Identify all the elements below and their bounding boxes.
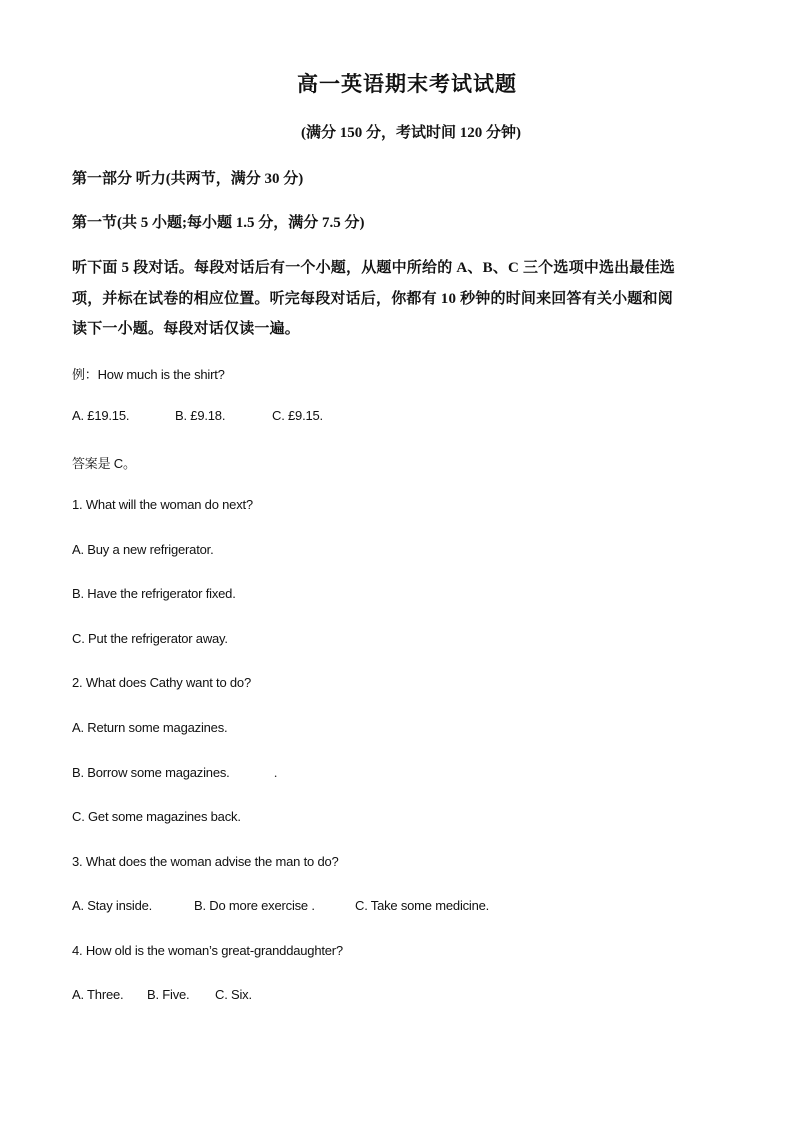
question-2-option-a: A. Return some magazines. (72, 720, 228, 735)
exam-subtitle: (满分 150 分，考试时间 120 分钟) (301, 125, 521, 141)
page-title: 高一英语期末考试试题 (297, 72, 517, 96)
question-2-option-b: B. Borrow some magazines. (72, 765, 230, 780)
question-2: 2. What does Cathy want to do? (72, 675, 251, 690)
question-1-option-b: B. Have the refrigerator fixed. (72, 586, 236, 601)
question-1-option-c: C. Put the refrigerator away. (72, 631, 228, 646)
instruction-line: 听下面 5 段对话。每段对话后有一个小题，从题中所给的 A、B、C 三个选项中选出最佳选 (72, 260, 675, 276)
question-4-option-b: B. Five. (147, 987, 190, 1002)
question-4-option-a: A. Three. (72, 987, 124, 1002)
question-3: 3. What does the woman advise the man to do? (72, 854, 339, 869)
question-3-option-a: A. Stay inside. (72, 898, 153, 913)
example-option-a: A. £19.15. (72, 408, 130, 423)
question-3-option-b: B. Do more exercise . (194, 898, 315, 913)
stray-mark: . (274, 765, 278, 780)
section1-heading: 第一节(共 5 小题;每小题 1.5 分，满分 7.5 分) (72, 215, 365, 231)
question-1-option-a: A. Buy a new refrigerator. (72, 542, 214, 557)
instruction-line: 项，并标在试卷的相应位置。听完每段对话后，你都有 10 秒钟的时间来回答有关小题和阅 (72, 291, 673, 307)
question-2-option-c: C. Get some magazines back. (72, 809, 241, 824)
example-answer: 答案是 C。 (72, 456, 136, 471)
question-4-option-c: C. Six. (215, 987, 252, 1002)
example-option-c: C. £9.15. (272, 408, 323, 423)
instruction-line: 读下一小题。每段对话仅读一遍。 (72, 321, 301, 337)
example-question: 例：How much is the shirt? (72, 367, 225, 382)
question-1: 1. What will the woman do next? (72, 497, 253, 512)
question-4: 4. How old is the woman’s great-granddaughter? (72, 943, 343, 958)
part1-heading: 第一部分 听力(共两节，满分 30 分) (72, 171, 304, 187)
question-3-option-c: C. Take some medicine. (355, 898, 490, 913)
example-option-b: B. £9.18. (175, 408, 226, 423)
